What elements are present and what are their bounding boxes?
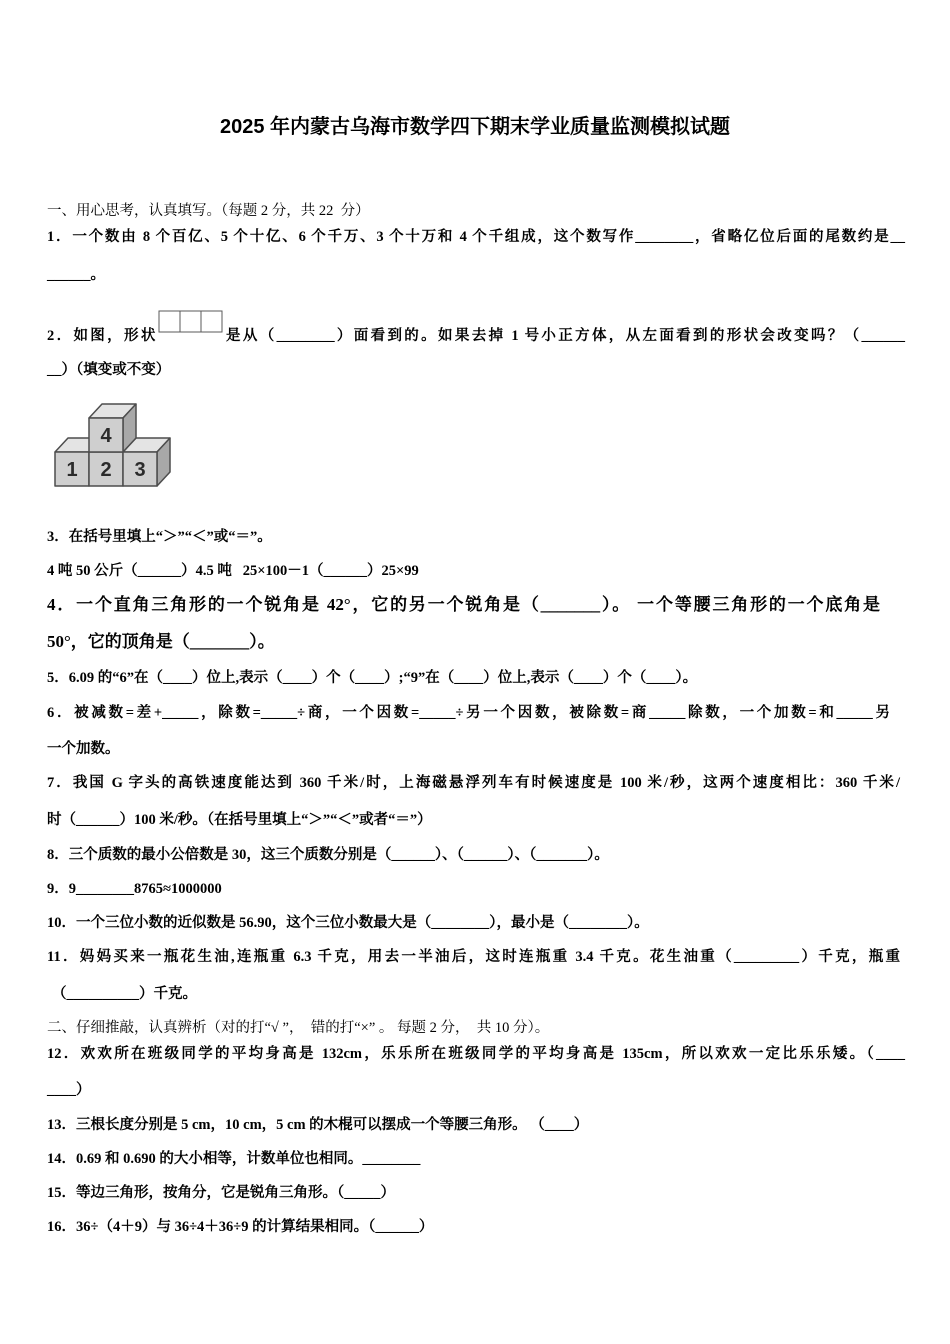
section-2-heading: 二、仔细推敲，认真辨析（对的打“√ ”， 错的打“×” 。 每题 2 分， 共 10 分）。 xyxy=(47,1020,550,1036)
question-9-line-1: 9．9________8765≈1000000 xyxy=(47,881,222,897)
section-1-heading: 一、用心思考，认真填写。（每题 2 分，共 22 分） xyxy=(47,203,370,219)
cube-label-3: 3 xyxy=(134,459,146,481)
question-14-line-1: 14．0.69 和 0.690 的大小相等，计数单位也相同。________ xyxy=(47,1151,421,1167)
cube-label-4: 4 xyxy=(100,425,112,447)
view-square-3 xyxy=(201,311,222,332)
question-1-line-2: ______。 xyxy=(47,267,105,283)
question-12-line-2: ____） xyxy=(47,1082,91,1098)
question-7-line-2: 时（______）100 米/秒。（在括号里填上“＞”“＜”或者“＝”） xyxy=(47,812,432,828)
front-view-squares-figure xyxy=(158,310,224,333)
question-2-line-2: __）（填变或不变） xyxy=(47,362,171,378)
question-2-text-before-figure: 2．如图，形状 xyxy=(47,328,158,344)
question-8-line-1: 8．三个质数的最小公倍数是 30，这三个质数分别是（______）、（______）、（_______）。 xyxy=(47,847,609,863)
page-title: 2025 年内蒙古乌海市数学四下期末学业质量监测模拟试题 xyxy=(219,116,731,138)
view-square-2 xyxy=(180,311,201,332)
question-4-line-2: 50°，它的顶角是（_______）。 xyxy=(47,632,275,651)
question-6-line-1: 6．被减数=差+_____，除数=_____÷商，一个因数=_____÷另一个因数，被除数=商_____除数，一个加数=和_____另 xyxy=(47,705,890,721)
question-2-text-after-figure: 是从（________）面看到的。如果去掉 1 号小正方体，从左面看到的形状会改变吗？（______ xyxy=(223,328,906,344)
question-1-line-1: 1．一个数由 8 个百亿、5 个十亿、6 个千万、3 个十万和 4 个千组成，这个数写作________，省略亿位后面的尾数约是__ xyxy=(47,229,905,245)
question-6-line-2: 一个加数。 xyxy=(47,741,120,757)
question-4-line-1: 4．一个直角三角形的一个锐角是 42°，它的另一个锐角是（_______）。 一个等腰三角形的一个底角是 xyxy=(47,595,880,614)
cube-label-2: 2 xyxy=(100,459,112,481)
question-5-line-1: 5．6.09 的“6”在（____）位上,表示（____）个（____）;“9”在（____）位上,表示（____）个（____）。 xyxy=(47,670,698,686)
question-11-line-1: 11．妈妈买来一瓶花生油,连瓶重 6.3 千克，用去一半油后，这时连瓶重 3.4 千克。花生油重（_________）千克，瓶重 xyxy=(47,949,900,965)
question-15-line-1: 15．等边三角形，按角分，它是锐角三角形。（_____） xyxy=(47,1185,395,1201)
question-2-line-1 xyxy=(47,310,905,346)
question-12-line-1: 12．欢欢所在班级同学的平均身高是 132cm，乐乐所在班级同学的平均身高是 135cm，所以欢欢一定比乐乐矮。（____ xyxy=(47,1046,905,1062)
question-11-line-2: （__________）千克。 xyxy=(52,986,197,1002)
question-3-line-1: 3．在括号里填上“＞”“＜”或“＝”。 xyxy=(47,529,272,545)
cube-label-1: 1 xyxy=(66,459,78,481)
question-3-line-2: 4 吨 50 公斤（______）4.5 吨 25×100－1（______）25×99 xyxy=(47,563,419,579)
question-7-line-1: 7．我国 G 字头的高铁速度能达到 360 千米/时，上海磁悬浮列车有时候速度是 100 米/秒，这两个速度相比：360 千米/ xyxy=(47,775,900,791)
cube-stack-figure xyxy=(50,398,176,493)
question-13-line-1: 13．三根长度分别是 5 cm，10 cm，5 cm 的木棍可以摆成一个等腰三角形。 （____） xyxy=(47,1117,589,1133)
question-10-line-1: 10．一个三位小数的近似数是 56.90，这个三位小数最大是（________），最小是（________）。 xyxy=(47,915,649,931)
question-16-line-1: 16．36÷（4＋9）与 36÷4＋36÷9 的计算结果相同。（______） xyxy=(47,1219,434,1235)
view-square-1 xyxy=(159,311,180,332)
